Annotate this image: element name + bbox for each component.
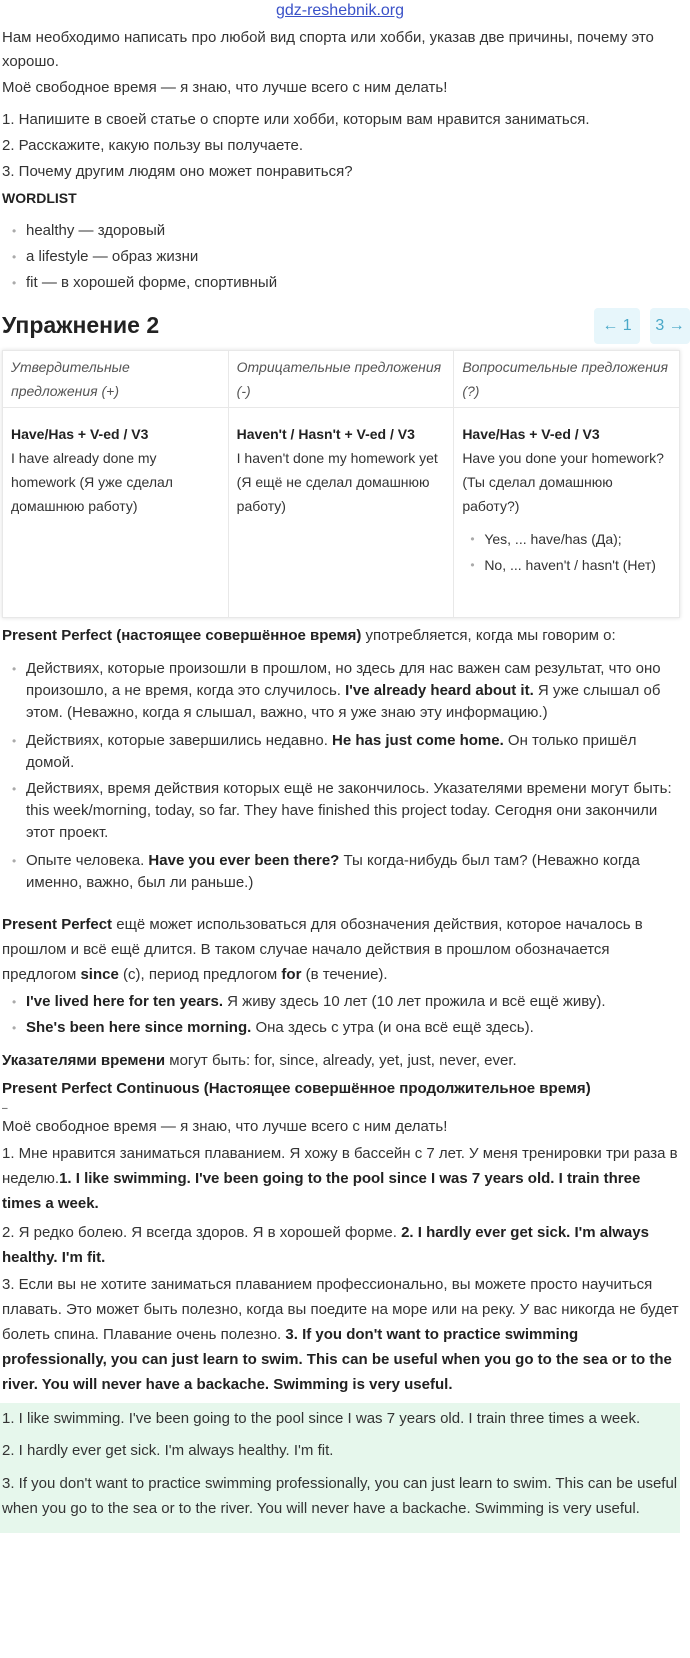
- example-item: • I've lived here for ten years. Я живу здесь 10 лет (10 лет прожила и всё ещё живу).: [12, 991, 680, 1013]
- example-item: • She's been here since morning. Она здесь с утра (и она всё ещё здесь).: [12, 1017, 680, 1039]
- task-1: 1. Напишите в своей статье о спорте или хобби, которым вам нравится заниматься.: [2, 111, 590, 128]
- final-para: 1. I like swimming. I've been going to the pool since I was 7 years old. I train three times a week.: [2, 1410, 641, 1427]
- time-markers: Указателями времени могут быть: for, since, already, yet, just, never, ever.: [2, 1052, 517, 1069]
- usage-item: • Действиях, которые произошли в прошлом, но здесь для нас важен сам результат, что оно произошло, а не время, когда это случилось. I've already heard about it. Я уже слышал об этом. (Неважно, когда я слышал, важно, что я уже знаю эту информацию.): [12, 658, 680, 724]
- word-item: • fit — в хорошей форме, спортивный: [12, 272, 680, 294]
- example: I haven't done my homework yet (Я ещё не сделал домашнюю работу): [236, 450, 438, 514]
- task-3: 3. Почему другим людям оно может понравиться?: [2, 163, 353, 180]
- exercise-nav: [594, 308, 685, 344]
- header-affirmative: Утвердительные предложения (+): [3, 351, 229, 408]
- pp-continuing: Present Perfect ещё может использоваться для обозначения действия, которое началось в прошлом и всё ещё длится. В таком случае начало действия в прошлом обозначается предлогом since (с), период предлогом for (в течение).: [2, 916, 643, 983]
- word-item: • a lifestyle — образ жизни: [12, 246, 680, 268]
- example: Have you done your homework? (Ты сделал домашнюю работу?): [462, 450, 664, 514]
- word-item: • healthy — здоровый: [12, 220, 680, 242]
- solution-title: Моё свободное время — я знаю, что лучше всего с ним делать!: [2, 1118, 448, 1135]
- final-answer-box: [0, 1403, 680, 1533]
- header-question: Вопросительные предложения (?): [454, 351, 680, 408]
- solution-para: 1. Мне нравится заниматься плаванием. Я хожу в бассейн с 7 лет. У меня тренировки три раза в неделю.1. I like swimming. I've been going to the pool since I was 7 years old. I train three times a week.: [2, 1145, 678, 1212]
- exercise-title: Упражнение 2: [2, 312, 160, 338]
- wordlist-title: WORDLIST: [2, 190, 77, 206]
- wordlist: [12, 220, 680, 294]
- example: I have already done my homework (Я уже сделал домашнюю работу): [11, 450, 173, 514]
- formula: Have/Has + V-ed / V3: [462, 426, 600, 442]
- formula: Have/Has + V-ed / V3: [11, 426, 149, 442]
- header-negative: Отрицательные предложения (-): [228, 351, 454, 408]
- pp-lead-bold: Present Perfect (настоящее совершённое время): [2, 627, 362, 644]
- ppc-title: Present Perfect Continuous (Настоящее совершённое продолжительное время): [2, 1080, 591, 1097]
- watermark-link[interactable]: gdz-reshebnik.org: [275, 2, 405, 19]
- next-exercise-button[interactable]: 3 →: [650, 308, 690, 344]
- formula: Haven't / Hasn't + V-ed / V3: [236, 426, 415, 442]
- grammar-table: [2, 350, 680, 618]
- pp-lead: употребляется, когда мы говорим о:: [361, 627, 616, 644]
- answer-yes: • Yes, ... have/has (Да);: [470, 528, 671, 550]
- answer-no: • No, ... haven't / hasn't (Нет): [470, 554, 671, 576]
- intro-text: Нам необходимо написать про любой вид спорта или хобби, указав две причины, почему это хорошо.: [2, 29, 654, 70]
- final-para: 2. I hardly ever get sick. I'm always healthy. I'm fit.: [2, 1442, 334, 1459]
- dash: –: [2, 1103, 8, 1114]
- usage-item: • Действиях, время действия которых ещё не закончилось. Указателями времени могут быть: this week/morning, today, so far. They have finished this project today. Сегодня они закончили этот проект.: [12, 778, 680, 844]
- usage-item: • Действиях, которые завершились недавно. He has just come home. Он только пришёл домой.: [12, 730, 680, 774]
- intro-title: Моё свободное время — я знаю, что лучше всего с ним делать!: [2, 79, 448, 96]
- exercise-header: [2, 308, 685, 342]
- final-para: 3. If you don't want to practice swimming professionally, you can just learn to swim. This can be useful when you go to the sea or to the river. You will never have a backache. Swimming is very useful.: [2, 1475, 678, 1517]
- usage-item: • Опыте человека. Have you ever been there? Ты когда-нибудь был там? (Неважно когда именно, важно, был ли раньше.): [12, 850, 680, 894]
- task-2: 2. Расскажите, какую пользу вы получаете.: [2, 137, 304, 154]
- solution-para: 2. Я редко болею. Я всегда здоров. Я в хорошей форме. 2. I hardly ever get sick. I'm always healthy. I'm fit.: [2, 1224, 649, 1266]
- prev-exercise-button[interactable]: ← 1: [594, 308, 640, 344]
- solution-para: 3. Если вы не хотите заниматься плаванием профессионально, вы можете просто научиться плавать. Это может быть полезно, когда вы поедите на море или на реку. У вас никогда не будет болеть спина. Плавание очень полезно. 3. If you don't want to practice swimming professionally, you can just learn to swim. This can be useful when you go to the sea or to the river. You will never have a backache. Swimming is very useful.: [2, 1276, 679, 1393]
